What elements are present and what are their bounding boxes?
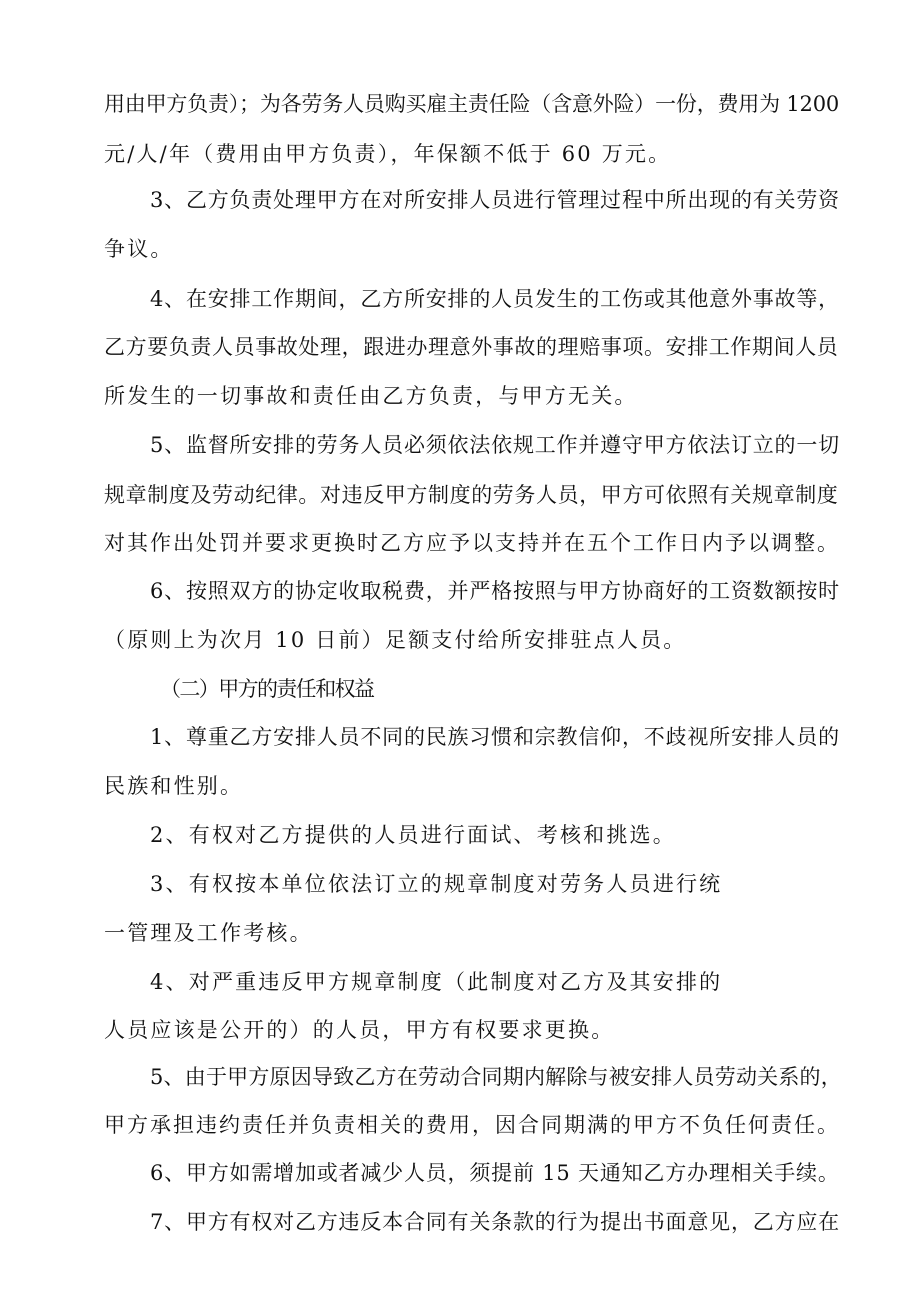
clause-4-line: 4、在安排工作期间，乙方所安排的人员发生的工伤或其他意外事故等， [150,287,840,311]
text-line: 规章制度及劳动纪律。对违反甲方制度的劳务人员，甲方可依照有关规章制度 [104,483,839,507]
text-line: 所发生的一切事故和责任由乙方负责，与甲方无关。 [104,384,638,408]
clause-5-line: 5、监督所安排的劳务人员必须依法依规工作并遵守甲方依法订立的一切 [150,433,840,457]
text-line: 人员应该是公开的）的人员，甲方有权要求更换。 [104,1018,615,1042]
text-line: 乙方要负责人员事故处理，跟进办理意外事故的理赔事项。安排工作期间人员 [104,335,839,359]
clause-6-line: 6、按照双方的协定收取税费，并严格按照与甲方协商好的工资数额按时 [150,579,840,603]
text-line: 争议。 [104,237,174,261]
text-line: 对其作出处罚并要求更换时乙方应予以支持并在五个工作日内予以调整。 [104,531,840,555]
text-line: 甲方承担违约责任并负责相关的费用，因合同期满的甲方不负任何责任。 [104,1113,840,1137]
clause-6-line: 6、甲方如需增加或者减少人员，须提前 15 天通知乙方办理相关手续。 [150,1161,840,1185]
text-line: （原则上为次月 10 日前）足额支付给所安排驻点人员。 [104,628,687,652]
text-line: 民族和性别。 [104,774,244,798]
clause-7-line: 7、甲方有权对乙方违反本合同有关条款的行为提出书面意见，乙方应在 [150,1210,840,1234]
section-heading: （二）甲方的责任和权益 [160,677,374,701]
clause-1-line: 1、尊重乙方安排人员不同的民族习惯和宗教信仰，不歧视所安排人员的 [150,725,840,749]
clause-3-line: 3、有权按本单位依法订立的规章制度对劳务人员进行统 [150,872,723,896]
text-line: 用由甲方负责）；为各劳务人员购买雇主责任险（含意外险）一份，费用为 1200 [104,92,840,116]
clause-4-line: 4、对严重违反甲方规章制度（此制度对乙方及其安排的 [150,970,723,994]
text-line: 一管理及工作考核。 [104,921,313,945]
text-line: 元/人/年（费用由甲方负责），年保额不低于 60 万元。 [104,142,672,166]
clause-5-line: 5、由于甲方原因导致乙方在劳动合同期内解除与被安排人员劳动关系的， [150,1065,842,1089]
clause-3-line: 3、乙方负责处理甲方在对所安排人员进行管理过程中所出现的有关劳资 [150,188,840,212]
clause-2-line: 2、有权对乙方提供的人员进行面试、考核和挑选。 [150,823,676,847]
